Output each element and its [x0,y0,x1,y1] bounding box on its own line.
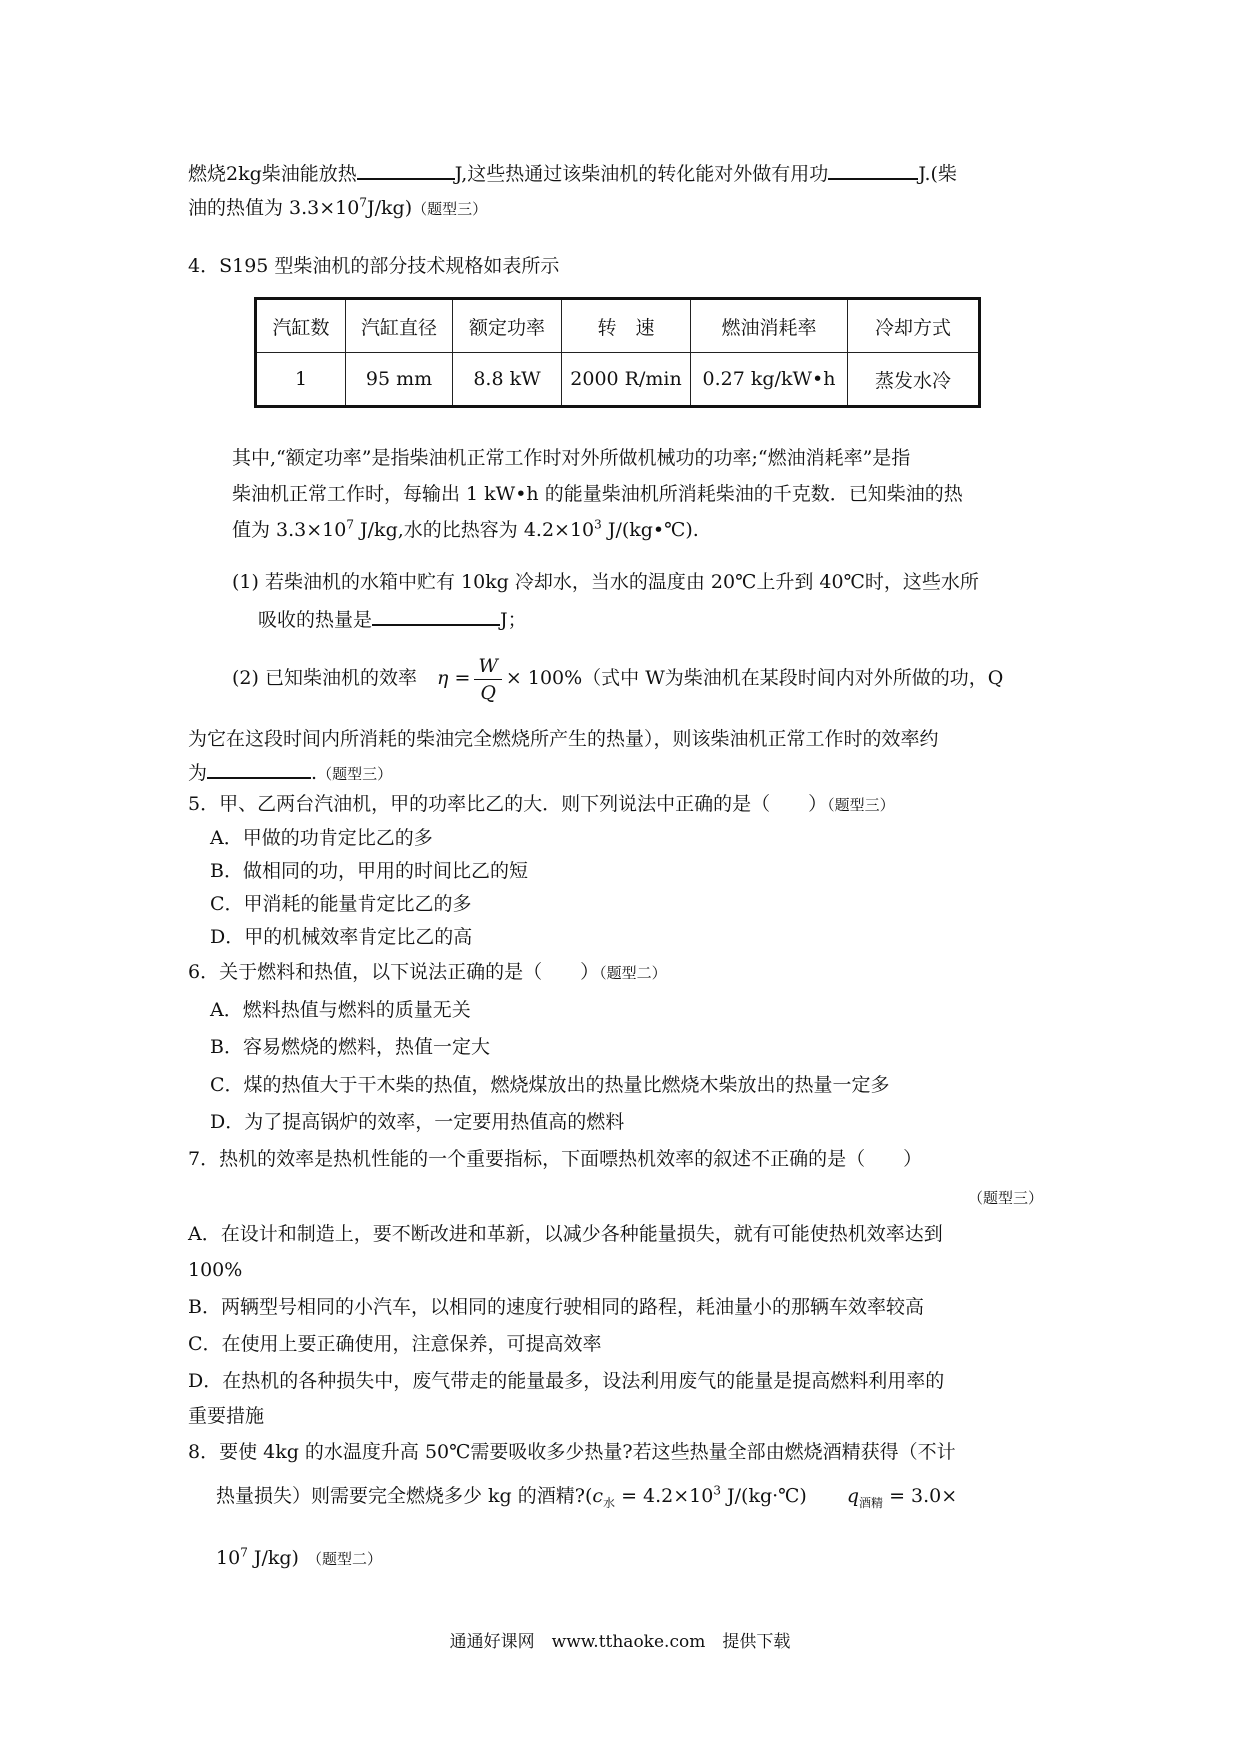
q5-option-c[interactable]: C．甲消耗的能量肯定比乙的多 [210,893,472,915]
q6-option-a[interactable]: A．燃料热值与燃料的质量无关 [210,999,471,1021]
q8-line-1: 8．要使 4kg 的水温度升高 50℃需要吸收多少热量?若这些热量全部由燃烧酒精获得（不计 [188,1441,956,1463]
q4-type-tag: （题型三） [317,765,393,783]
table-cell: 蒸发水冷 [848,353,980,407]
q4-sub2-line-1 [232,650,1003,706]
q8-text: 热量损失）则需要完全燃烧多少 kg 的酒精?( [216,1485,593,1507]
q8-symbol-q: q [846,1485,860,1507]
table-header-cell: 燃油消耗率 [691,299,848,353]
page-footer: 通通好课网 www.tthaoke.com 提供下载 [449,1632,791,1652]
q6-text: 6．关于燃料和热值，以下说法正确的是（ ） [188,961,600,983]
q8-text: 10 [216,1547,241,1569]
q8-text: = 4.2×10 [615,1485,714,1507]
q3-text: J/kg) [367,197,413,219]
q6-option-b[interactable]: B．容易燃烧的燃料，热值一定大 [210,1036,490,1058]
q4-sub1-line-2 [258,604,527,634]
table-cell: 95 mm [346,353,453,407]
q7-option-b[interactable]: B．两辆型号相同的小汽车，以相同的速度行驶相同的路程，耗油量小的那辆车效率较高 [188,1296,924,1318]
q4-text: J/(kg•℃). [601,519,699,541]
table-header-cell: 汽缸数 [256,299,346,353]
q4-text: (2) 已知柴油机的效率 [232,667,417,689]
q4-sub1-line-1: (1) 若柴油机的水箱中贮有 10kg 冷却水，当水的温度由 20℃上升到 40℃时，这些水所 [232,571,979,593]
q3-text: J.(柴 [918,163,957,185]
table-cell: 0.27 kg/kW•h [691,353,848,407]
q4-text: 吸收的热量是 [258,609,373,631]
q4-sub2-line-2: 为它在这段时间内所消耗的柴油完全燃烧所产生的热量），则该柴油机正常工作时的效率约 [188,728,939,750]
table-header-cell: 转 速 [562,299,691,353]
q4-text: 为 [188,762,208,784]
table-header-cell: 额定功率 [453,299,562,353]
q4-para-3 [232,516,699,544]
q8-subscript: 酒精 [859,1495,884,1510]
q4-title: 4．S195 型柴油机的部分技术规格如表所示 [188,255,560,277]
q8-symbol-c: c [592,1485,604,1507]
q4-text: J； [500,609,527,631]
q6-option-c[interactable]: C．煤的热值大于干木柴的热值，燃烧煤放出的热量比燃烧木柴放出的热量一定多 [210,1074,890,1096]
q4-text: × 100%（式中 W为柴油机在某段时间内对外所做的功，Q [505,667,1004,689]
q8-text: J/kg) [247,1547,299,1569]
q7-type-tag: （题型三） [968,1189,1044,1207]
q3-text: J,这些热通过该柴油机的转化能对外做有用功 [454,163,829,185]
q3-line-1 [188,158,957,188]
q6-option-d[interactable]: D．为了提高锅炉的效率，一定要用热值高的燃料 [210,1111,625,1133]
q3-blank-heat[interactable] [357,158,455,180]
q5-option-a[interactable]: A．甲做的功肯定比乙的多 [210,827,433,849]
q4-exponent: 7 [346,517,354,532]
q7-option-a-line-2[interactable]: 100% [188,1259,243,1281]
q5-option-b[interactable]: B．做相同的功，甲用的时间比乙的短 [210,860,528,882]
q8-subscript: 水 [603,1495,616,1510]
q4-blank-heat[interactable] [372,604,500,626]
q7-option-d-line-2[interactable]: 重要措施 [188,1405,265,1427]
q4-sub2-line-3 [188,757,392,788]
table-header-cell: 汽缸直径 [346,299,453,353]
table-cell: 8.8 kW [453,353,562,407]
q4-exponent: 3 [594,517,602,532]
q4-text: J/kg,水的比热容为 4.2×10 [354,519,595,541]
q5-option-d[interactable]: D．甲的机械效率肯定比乙的高 [210,926,473,948]
q4-text: . [311,762,318,784]
table-cell: 1 [256,353,346,407]
q8-text: J/(kg·℃) [720,1485,807,1507]
efficiency-symbol: η = [437,667,471,689]
spec-table [254,297,981,408]
q8-exponent: 3 [713,1483,721,1498]
efficiency-fraction [474,653,502,706]
q3-text: 燃烧2kg柴油能放热 [188,163,357,185]
q5-text: 5．甲、乙两台汽油机，甲的功率比乙的大．则下列说法中正确的是（ ） [188,793,828,815]
q8-line-3 [216,1544,382,1573]
q7-stem: 7．热机的效率是热机性能的一个重要指标，下面嘌热机效率的叙述不正确的是（ ） [188,1148,923,1170]
q7-option-c[interactable]: C．在使用上要正确使用，注意保养，可提高效率 [188,1333,602,1355]
q3-line-2 [188,194,487,223]
q3-blank-work[interactable] [828,158,918,180]
q6-type-tag: （题型二） [599,964,667,982]
q6-stem [188,958,667,987]
fraction-numerator: W [474,653,502,680]
q3-text: 油的热值为 3.3×10 [188,197,360,219]
q4-para-2: 柴油机正常工作时，每输出 1 kW•h 的能量柴油机所消耗柴油的千克数．已知柴油的热 [232,483,963,505]
q7-option-d-line-1[interactable]: D．在热机的各种损失中，废气带走的能量最多，设法利用废气的能量是提高燃料利用率的 [188,1370,945,1392]
q4-para-1: 其中,“额定功率”是指柴油机正常工作时对外所做机械功的功率;“燃油消耗率”是指 [232,447,911,469]
q4-blank-efficiency[interactable] [207,757,311,779]
q3-type-tag: （题型三） [412,200,488,218]
fraction-denominator: Q [480,681,496,704]
q8-text: = 3.0× [883,1485,958,1507]
q8-line-2 [216,1482,957,1510]
q5-type-tag: （题型三） [827,796,895,814]
q8-type-tag: （题型二） [306,1550,382,1568]
q7-option-a-line-1[interactable]: A．在设计和制造上，要不断改进和革新，以减少各种能量损失，就有可能使热机效率达到 [188,1223,943,1245]
table-cell: 2000 R/min [562,353,691,407]
table-header-row [256,299,980,353]
q8-exponent: 7 [240,1545,248,1560]
table-row [256,353,980,407]
table-header-cell: 冷却方式 [848,299,980,353]
q4-text: 值为 3.3×10 [232,519,347,541]
q5-stem [188,790,895,819]
q3-exponent: 7 [359,195,367,210]
